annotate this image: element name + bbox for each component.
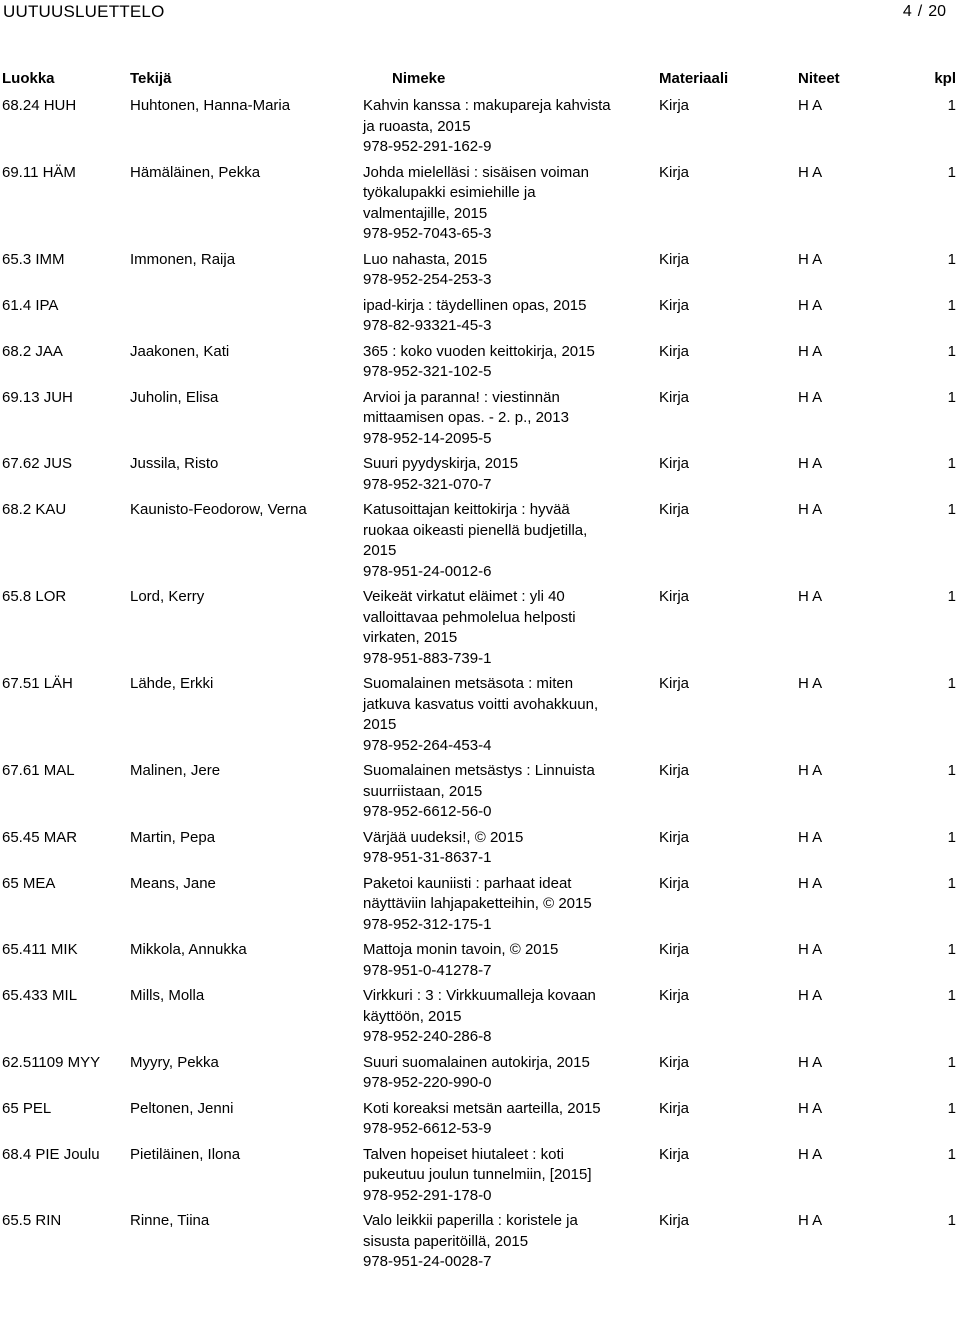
copies-location: H A — [798, 250, 823, 268]
title-block — [363, 587, 618, 669]
material: Kirja — [659, 1145, 690, 1163]
class-code: 65 MEA — [2, 874, 56, 892]
author: Rinne, Tiina — [130, 1212, 210, 1229]
list-item — [0, 874, 960, 941]
book-title: Suuri pyydyskirja, 2015 — [363, 455, 519, 472]
list-item — [0, 96, 960, 163]
class-code: 68.2 JAA — [2, 342, 63, 360]
isbn: 978-952-6612-53-9 — [363, 1120, 492, 1137]
book-title: Mattoja monin tavoin, © 2015 — [363, 941, 559, 958]
copies-location: H A — [798, 455, 823, 472]
column-header-kpl: kpl — [934, 70, 956, 87]
quantity: 1 — [947, 762, 956, 779]
book-title: Värjää uudeksi!, © 2015 — [363, 828, 524, 846]
copies-location: H A — [798, 501, 823, 518]
list-item — [0, 1145, 960, 1212]
author: Jaakonen, Kati — [130, 342, 230, 360]
quantity: 1 — [947, 1099, 956, 1117]
title-block — [363, 940, 618, 981]
title-block — [363, 388, 618, 450]
book-title: Talven hopeiset hiutaleet : koti pukeutuu joulun tunnelmiin, [2015] — [363, 1145, 592, 1183]
title-block — [363, 163, 618, 245]
isbn: 978-952-220-990-0 — [363, 1074, 492, 1091]
quantity: 1 — [947, 941, 956, 958]
material: Kirja — [659, 874, 690, 892]
copies-location: H A — [798, 762, 823, 779]
title-block — [363, 296, 618, 337]
class-code: 65.5 RIN — [2, 1212, 62, 1229]
author: Means, Jane — [130, 874, 216, 892]
page-current: 4 — [902, 3, 912, 20]
column-header-nimeke: Nimeke — [392, 70, 446, 87]
list-item — [0, 500, 960, 587]
author: Hämäläinen, Pekka — [130, 163, 261, 181]
isbn: 978-952-312-175-1 — [363, 915, 492, 933]
copies-location: H A — [798, 987, 823, 1004]
class-code: 67.62 JUS — [2, 455, 73, 472]
material: Kirja — [659, 296, 690, 314]
isbn: 978-82-93321-45-3 — [363, 317, 492, 334]
book-title: Suuri suomalainen autokirja, 2015 — [363, 1053, 590, 1071]
column-header-tekija: Tekijä — [130, 70, 172, 87]
title-block — [363, 1099, 618, 1140]
copies-location: H A — [798, 97, 823, 114]
copies-location: H A — [798, 1145, 823, 1163]
material: Kirja — [659, 828, 690, 846]
copies-location: H A — [798, 1053, 823, 1071]
quantity: 1 — [947, 342, 956, 360]
book-title: Koti koreaksi metsän aarteilla, 2015 — [363, 1099, 601, 1117]
copies-location: H A — [798, 342, 823, 360]
list-item — [0, 761, 960, 828]
isbn: 978-951-31-8637-1 — [363, 849, 492, 866]
list-item — [0, 674, 960, 761]
class-code: 61.4 IPA — [2, 296, 59, 314]
book-title: Veikeät virkatut eläimet : yli 40 valloittavaa pehmolelua helposti virkaten, 2015 — [363, 588, 576, 646]
class-code: 68.24 HUH — [2, 97, 77, 114]
column-header-luokka: Luokka — [2, 70, 55, 87]
list-item — [0, 388, 960, 455]
page-header — [0, 0, 960, 24]
quantity: 1 — [947, 874, 956, 892]
isbn: 978-952-14-2095-5 — [363, 429, 492, 447]
author: Malinen, Jere — [130, 762, 221, 779]
material: Kirja — [659, 762, 690, 779]
title-block — [363, 454, 618, 495]
title-block — [363, 874, 618, 936]
book-title: Johda mielelläsi : sisäisen voiman työkalupakki esimiehille ja valmentajille, 2015 — [363, 163, 589, 222]
class-code: 69.11 HÄM — [2, 163, 76, 181]
author: Mikkola, Annukka — [130, 941, 247, 958]
material: Kirja — [659, 987, 690, 1004]
book-title: Arvioi ja paranna! : viestinnän mittaamisen opas. - 2. p., 2013 — [363, 388, 569, 426]
quantity: 1 — [947, 455, 956, 472]
author: Myyry, Pekka — [130, 1053, 219, 1071]
list-item — [0, 940, 960, 986]
class-code: 68.2 KAU — [2, 501, 67, 518]
quantity: 1 — [947, 1145, 956, 1163]
isbn: 978-951-883-739-1 — [363, 649, 492, 667]
class-code: 65.45 MAR — [2, 828, 78, 846]
title-block — [363, 342, 618, 383]
title-block — [363, 500, 618, 582]
isbn: 978-952-264-453-4 — [363, 736, 492, 754]
copies-location: H A — [798, 163, 823, 181]
list-item — [0, 1053, 960, 1099]
class-code: 65.8 LOR — [2, 588, 67, 605]
class-code: 68.4 PIE Joulu — [2, 1145, 100, 1163]
class-code: 65 PEL — [2, 1099, 52, 1117]
catalog-list — [0, 96, 960, 1278]
class-code: 65.433 MIL — [2, 987, 78, 1004]
quantity: 1 — [947, 1053, 956, 1071]
book-title: ipad-kirja : täydellinen opas, 2015 — [363, 296, 587, 314]
material: Kirja — [659, 1053, 690, 1071]
quantity: 1 — [947, 1212, 956, 1229]
book-title: Katusoittajan keittokirja : hyvää ruokaa oikeasti pienellä budjetilla, 2015 — [363, 501, 588, 559]
column-headers — [0, 69, 960, 89]
copies-location: H A — [798, 941, 823, 958]
isbn: 978-952-7043-65-3 — [363, 225, 492, 242]
column-header-materiaali: Materiaali — [659, 70, 729, 87]
quantity: 1 — [947, 987, 956, 1004]
author: Juholin, Elisa — [130, 388, 219, 406]
title-block — [363, 674, 618, 756]
isbn: 978-951-0-41278-7 — [363, 961, 492, 979]
quantity: 1 — [947, 97, 956, 114]
author: Mills, Molla — [130, 987, 205, 1004]
isbn: 978-951-24-0028-7 — [363, 1253, 492, 1270]
quantity: 1 — [947, 250, 956, 268]
material: Kirja — [659, 501, 690, 518]
isbn: 978-952-291-178-0 — [363, 1186, 492, 1204]
author: Lähde, Erkki — [130, 675, 214, 692]
page-total: 20 — [928, 3, 946, 20]
quantity: 1 — [947, 163, 956, 181]
page-number — [903, 2, 946, 22]
title-block — [363, 1145, 618, 1207]
author: Pietiläinen, Ilona — [130, 1145, 241, 1163]
material: Kirja — [659, 941, 690, 958]
list-item — [0, 587, 960, 674]
material: Kirja — [659, 1099, 690, 1117]
author: Huhtonen, Hanna-Maria — [130, 97, 291, 114]
quantity: 1 — [947, 675, 956, 692]
class-code: 69.13 JUH — [2, 388, 73, 406]
copies-location: H A — [798, 588, 823, 605]
copies-location: H A — [798, 388, 823, 406]
class-code: 65.411 MIK — [2, 941, 78, 958]
list-item — [0, 454, 960, 500]
copies-location: H A — [798, 874, 823, 892]
title-block — [363, 250, 618, 291]
author: Martin, Pepa — [130, 828, 216, 846]
material: Kirja — [659, 388, 690, 406]
book-title: Kahvin kanssa : makupareja kahvista ja ruoasta, 2015 — [363, 97, 611, 135]
material: Kirja — [659, 250, 690, 268]
book-title: Valo leikkii paperilla : koristele ja sisusta paperitöillä, 2015 — [363, 1212, 578, 1250]
title-block — [363, 1053, 618, 1094]
class-code: 67.51 LÄH — [2, 675, 73, 692]
author: Lord, Kerry — [130, 588, 205, 605]
title-block — [363, 1211, 618, 1273]
title-block — [363, 96, 618, 158]
isbn: 978-952-321-070-7 — [363, 475, 492, 493]
list-item — [0, 342, 960, 388]
list-item — [0, 1211, 960, 1278]
material: Kirja — [659, 675, 690, 692]
title-block — [363, 761, 618, 823]
page-separator: / — [917, 3, 923, 20]
isbn: 978-952-321-102-5 — [363, 363, 492, 380]
class-code: 65.3 IMM — [2, 250, 65, 268]
list-item — [0, 163, 960, 250]
material: Kirja — [659, 97, 690, 114]
list-item — [0, 1099, 960, 1145]
list-item — [0, 250, 960, 296]
copies-location: H A — [798, 296, 823, 314]
author: Immonen, Raija — [130, 250, 236, 268]
copies-location: H A — [798, 675, 823, 692]
quantity: 1 — [947, 828, 956, 846]
quantity: 1 — [947, 296, 956, 314]
list-item — [0, 296, 960, 342]
quantity: 1 — [947, 501, 956, 518]
material: Kirja — [659, 455, 690, 472]
isbn: 978-952-6612-56-0 — [363, 803, 492, 820]
title-block — [363, 986, 618, 1048]
class-code: 67.61 MAL — [2, 762, 75, 779]
author: Peltonen, Jenni — [130, 1099, 234, 1117]
list-item — [0, 986, 960, 1053]
material: Kirja — [659, 1212, 690, 1229]
class-code: 62.51109 MYY — [2, 1053, 101, 1071]
material: Kirja — [659, 163, 690, 181]
page-title: UUTUUSLUETTELO — [3, 2, 165, 21]
book-title: 365 : koko vuoden keittokirja, 2015 — [363, 342, 595, 360]
list-item — [0, 828, 960, 874]
book-title: Paketoi kauniisti : parhaat ideat näyttäviin lahjapaketteihin, © 2015 — [363, 874, 592, 912]
isbn: 978-951-24-0012-6 — [363, 562, 492, 580]
author: Jussila, Risto — [130, 455, 219, 472]
copies-location: H A — [798, 1099, 823, 1117]
copies-location: H A — [798, 1212, 823, 1229]
title-block — [363, 828, 618, 869]
material: Kirja — [659, 342, 690, 360]
quantity: 1 — [947, 388, 956, 406]
column-header-niteet: Niteet — [798, 70, 840, 87]
book-title: Suomalainen metsäsota : miten jatkuva kasvatus voitti avohakkuun, 2015 — [363, 675, 599, 733]
book-title: Virkkuri : 3 : Virkkuumalleja kovaan käyttöön, 2015 — [363, 987, 596, 1025]
isbn: 978-952-254-253-3 — [363, 271, 492, 288]
isbn: 978-952-240-286-8 — [363, 1028, 492, 1045]
material: Kirja — [659, 588, 690, 605]
book-title: Suomalainen metsästys : Linnuista suurriistaan, 2015 — [363, 762, 595, 800]
isbn: 978-952-291-162-9 — [363, 138, 492, 155]
quantity: 1 — [947, 588, 956, 605]
author: Kaunisto-Feodorow, Verna — [130, 501, 307, 518]
copies-location: H A — [798, 828, 823, 846]
book-title: Luo nahasta, 2015 — [363, 250, 488, 268]
